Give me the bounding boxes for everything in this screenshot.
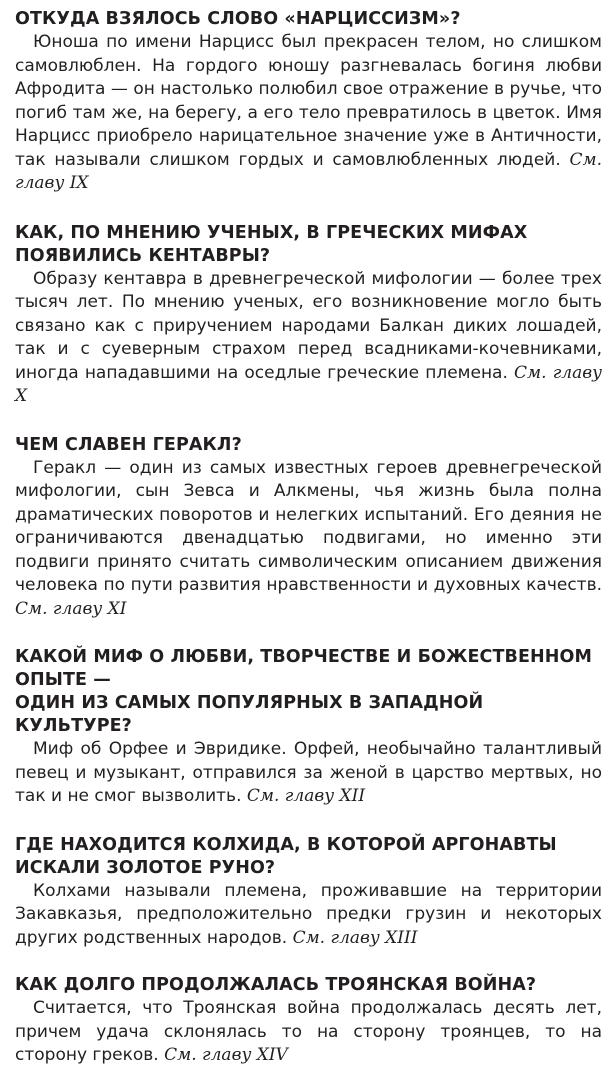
answer-text [15,738,602,809]
answer-body: Геракл — один из самых известных героев древнегреческой мифологии, сын Зевса и Алкмены, чья жизнь была полна драматических поворотов и нелегких испытаний. Его деяния не ограничиваются двенадцатью подвигами, но именно эти подвиги принято считать символическим описанием движения человека по пути развития нравственности и духовных качеств. [15,457,602,595]
faq-page [15,8,602,1068]
question-heading: ГДЕ НАХОДИТСЯ КОЛХИДА, В КОТОРОЙ АРГОНАВТЫ ИСКАЛИ ЗОЛОТОЕ РУНО? [15,834,557,878]
faq-item-centaurs [15,222,602,409]
faq-item-narcissism [15,8,602,196]
chapter-reference: См. главу XIII [292,927,418,948]
chapter-reference: См. главу XII [246,786,366,806]
question-heading: КАК ДОЛГО ПРОДОЛЖАЛАСЬ ТРОЯНСКАЯ ВОЙНА? [15,975,537,995]
faq-item-colchis [15,834,602,951]
chapter-reference: См. главу IX [15,149,603,193]
answer-text [15,880,602,951]
answer-body: Юноша по имени Нарцисс был прекрасен телом, но слишком самовлюблен. На гордого юношу разгневалась богиня любви Афродита — он настолько полюбил свое отражение в ручье, что погиб там же, на берегу, а его тело превратилось в цветок. Имя Нарцисс приобрело нарицательное значение уже в Античности, так называли слишком гордых и самовлюбленных людей. [15,32,602,170]
faq-item-heracles [15,434,602,622]
answer-body: Считается, что Троянская война продолжалась десять лет, причем удача склонялась то на сторону троянцев, то на сторону греков. [15,998,602,1065]
answer-text [15,997,602,1068]
answer-text [15,31,602,196]
answer-body: Миф об Орфее и Эвридике. Орфей, необычайно талантливый певец и музыкант, отправился за женой в царство мертвых, но так и не смог вызволить. [15,739,602,806]
question-heading: КАКОЙ МИФ О ЛЮБВИ, ТВОРЧЕСТВЕ И БОЖЕСТВЕННОМ ОПЫТЕ — ОДИН ИЗ САМЫХ ПОПУЛЯРНЫХ В ЗАПАДНОЙ КУЛЬТУРЕ? [15,647,593,736]
chapter-reference: См. главу XI [15,598,127,619]
answer-text [15,457,602,622]
chapter-reference: См. главу X [15,362,602,406]
answer-body: Образу кентавра в древнегреческой мифологии — более трех тысяч лет. По мнению ученых, его возникновение могло быть связано как с приручением народами Балкан диких лошадей, так и с суеверным страхом перед всадниками-кочевниками, иногда нападавшими на оседлые греческие племена. [15,268,602,383]
question-heading: КАК, ПО МНЕНИЮ УЧЕНЫХ, В ГРЕЧЕСКИХ МИФАХ ПОЯВИЛИСЬ КЕНТАВРЫ? [15,222,528,266]
answer-text [15,268,602,409]
answer-body: Колхами называли племена, проживавшие на территории Закавказья, предположительно предки грузин и некоторых других родственных народов. [15,880,602,948]
faq-item-orpheus [15,646,602,809]
question-heading: ОТКУДА ВЗЯЛОСЬ СЛОВО «НАРЦИССИЗМ»? [15,9,461,29]
chapter-reference: См. главу XIV [164,1045,288,1065]
question-heading: ЧЕМ СЛАВЕН ГЕРАКЛ? [15,434,242,455]
faq-item-trojan-war [15,974,602,1068]
